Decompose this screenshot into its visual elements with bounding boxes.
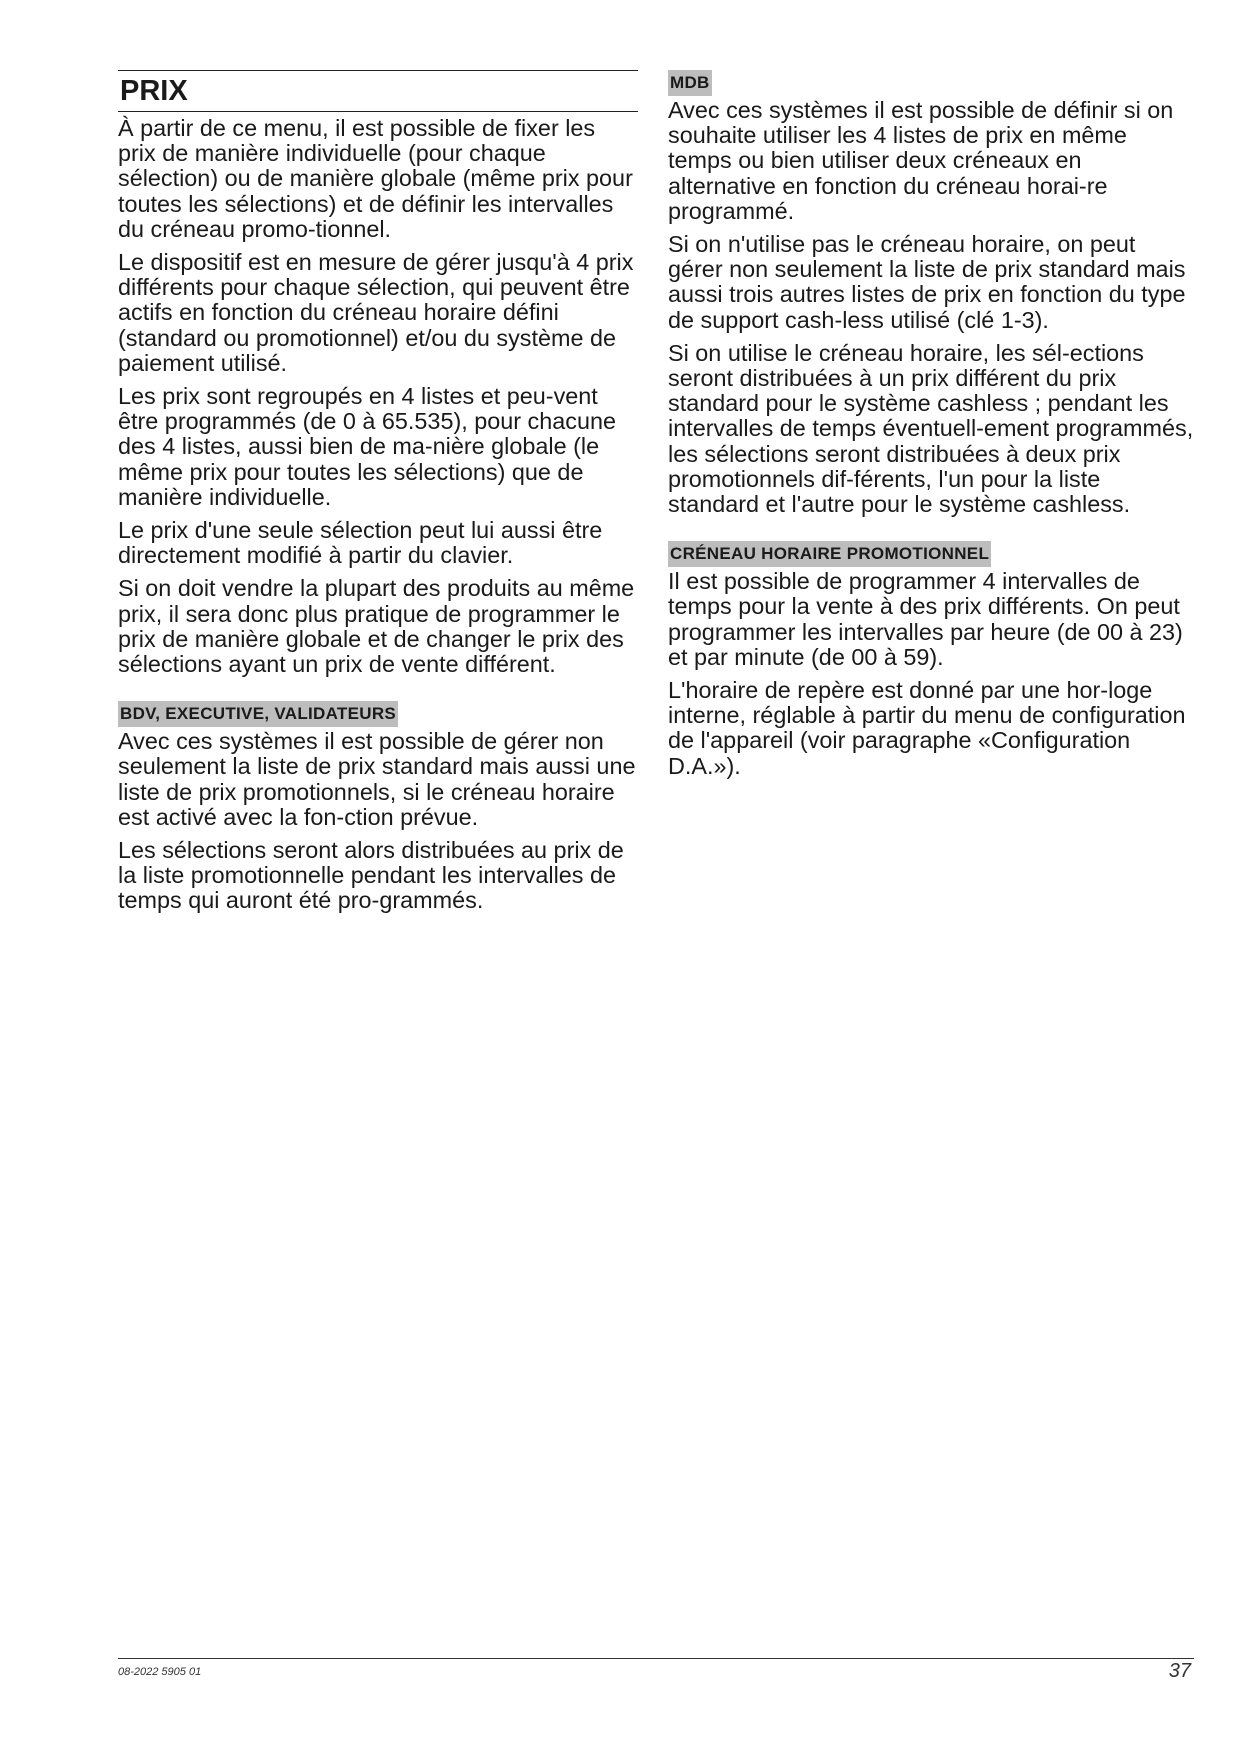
section-title: PRIX [118, 70, 638, 112]
paragraph: Le prix d'une seule sélection peut lui aussi être directement modifié à partir du clavier. [118, 517, 603, 569]
footer-divider [118, 1658, 1194, 1659]
paragraph: À partir de ce menu, il est possible de fixer les prix de manière individuelle (pour chaque sélection) ou de manière globale (même prix pour toutes les sélections) et de définir les intervalles du créneau promo-tionnel. [118, 115, 633, 242]
subsection-heading-wrap [668, 70, 1194, 96]
right-column [668, 70, 1194, 787]
paragraph: Il est possible de programmer 4 intervalles de temps pour la vente à des prix différents. On peut programmer les intervalles par heure (de 00 à 23) et par minute (de 00 à 59). [668, 568, 1183, 670]
subsection-heading-creneau: CRÉNEAU HORAIRE PROMOTIONNEL [668, 541, 991, 567]
paragraph: Si on doit vendre la plupart des produits au même prix, il sera donc plus pratique de programmer le prix de manière globale et de changer le prix des sélections ayant un prix de vente différent. [118, 575, 635, 678]
left-column [118, 70, 638, 922]
subsection-heading-wrap [668, 541, 1194, 567]
subsection-heading-wrap [118, 701, 638, 727]
paragraph: Si on n'utilise pas le créneau horaire, on peut gérer non seulement la liste de prix standard mais aussi trois autres listes de prix en fonction du type de support cash-less utilisé (clé 1-3). [668, 231, 1186, 333]
document-code: 08-2022 5905 01 [118, 1666, 202, 1678]
paragraph: Les sélections seront alors distribuées au prix de la liste promotionnelle pendant les intervalles de temps qui auront été pro-grammés. [118, 837, 624, 914]
paragraph: L'horaire de repère est donné par une hor-loge interne, réglable à partir du menu de configuration de l'appareil (voir paragraphe «Configuration D.A.»). [668, 677, 1186, 779]
subsection-heading-mdb: MDB [668, 70, 712, 96]
paragraph: Le dispositif est en mesure de gérer jusqu'à 4 prix différents pour chaque sélection, qui peuvent être actifs en fonction du créneau horaire défini (standard ou promotionnel) et/ou du système de paiement utilisé. [118, 249, 634, 376]
paragraph: Avec ces systèmes il est possible de gérer non seulement la liste de prix standard mais aussi une liste de prix promotionnels, si le créneau horaire est activé avec la fon-ction prévue. [118, 728, 636, 830]
paragraph: Les prix sont regroupés en 4 listes et peu-vent être programmés (de 0 à 65.535), pour chacune des 4 listes, aussi bien de ma-nière globale (le même prix pour toutes les sélections) que de manière individuelle. [118, 383, 616, 510]
page-number: 37 [1168, 1660, 1191, 1682]
paragraph: Avec ces systèmes il est possible de définir si on souhaite utiliser les 4 listes de prix en même temps ou bien utiliser deux créneaux en alternative en fonction du créneau horai-re programmé. [668, 97, 1174, 224]
paragraph: Si on utilise le créneau horaire, les sél-ections seront distribuées à un prix différent du prix standard pour le système cashless ; pendant les intervalles de temps éventuell-ement programmés, les sélections seront distribuées à deux prix promotionnels dif-férents, l'un pour la liste standard et l'autre pour le système cashless. [668, 339, 1194, 518]
subsection-heading: BDV, EXECUTIVE, VALIDATEURS [118, 701, 398, 727]
